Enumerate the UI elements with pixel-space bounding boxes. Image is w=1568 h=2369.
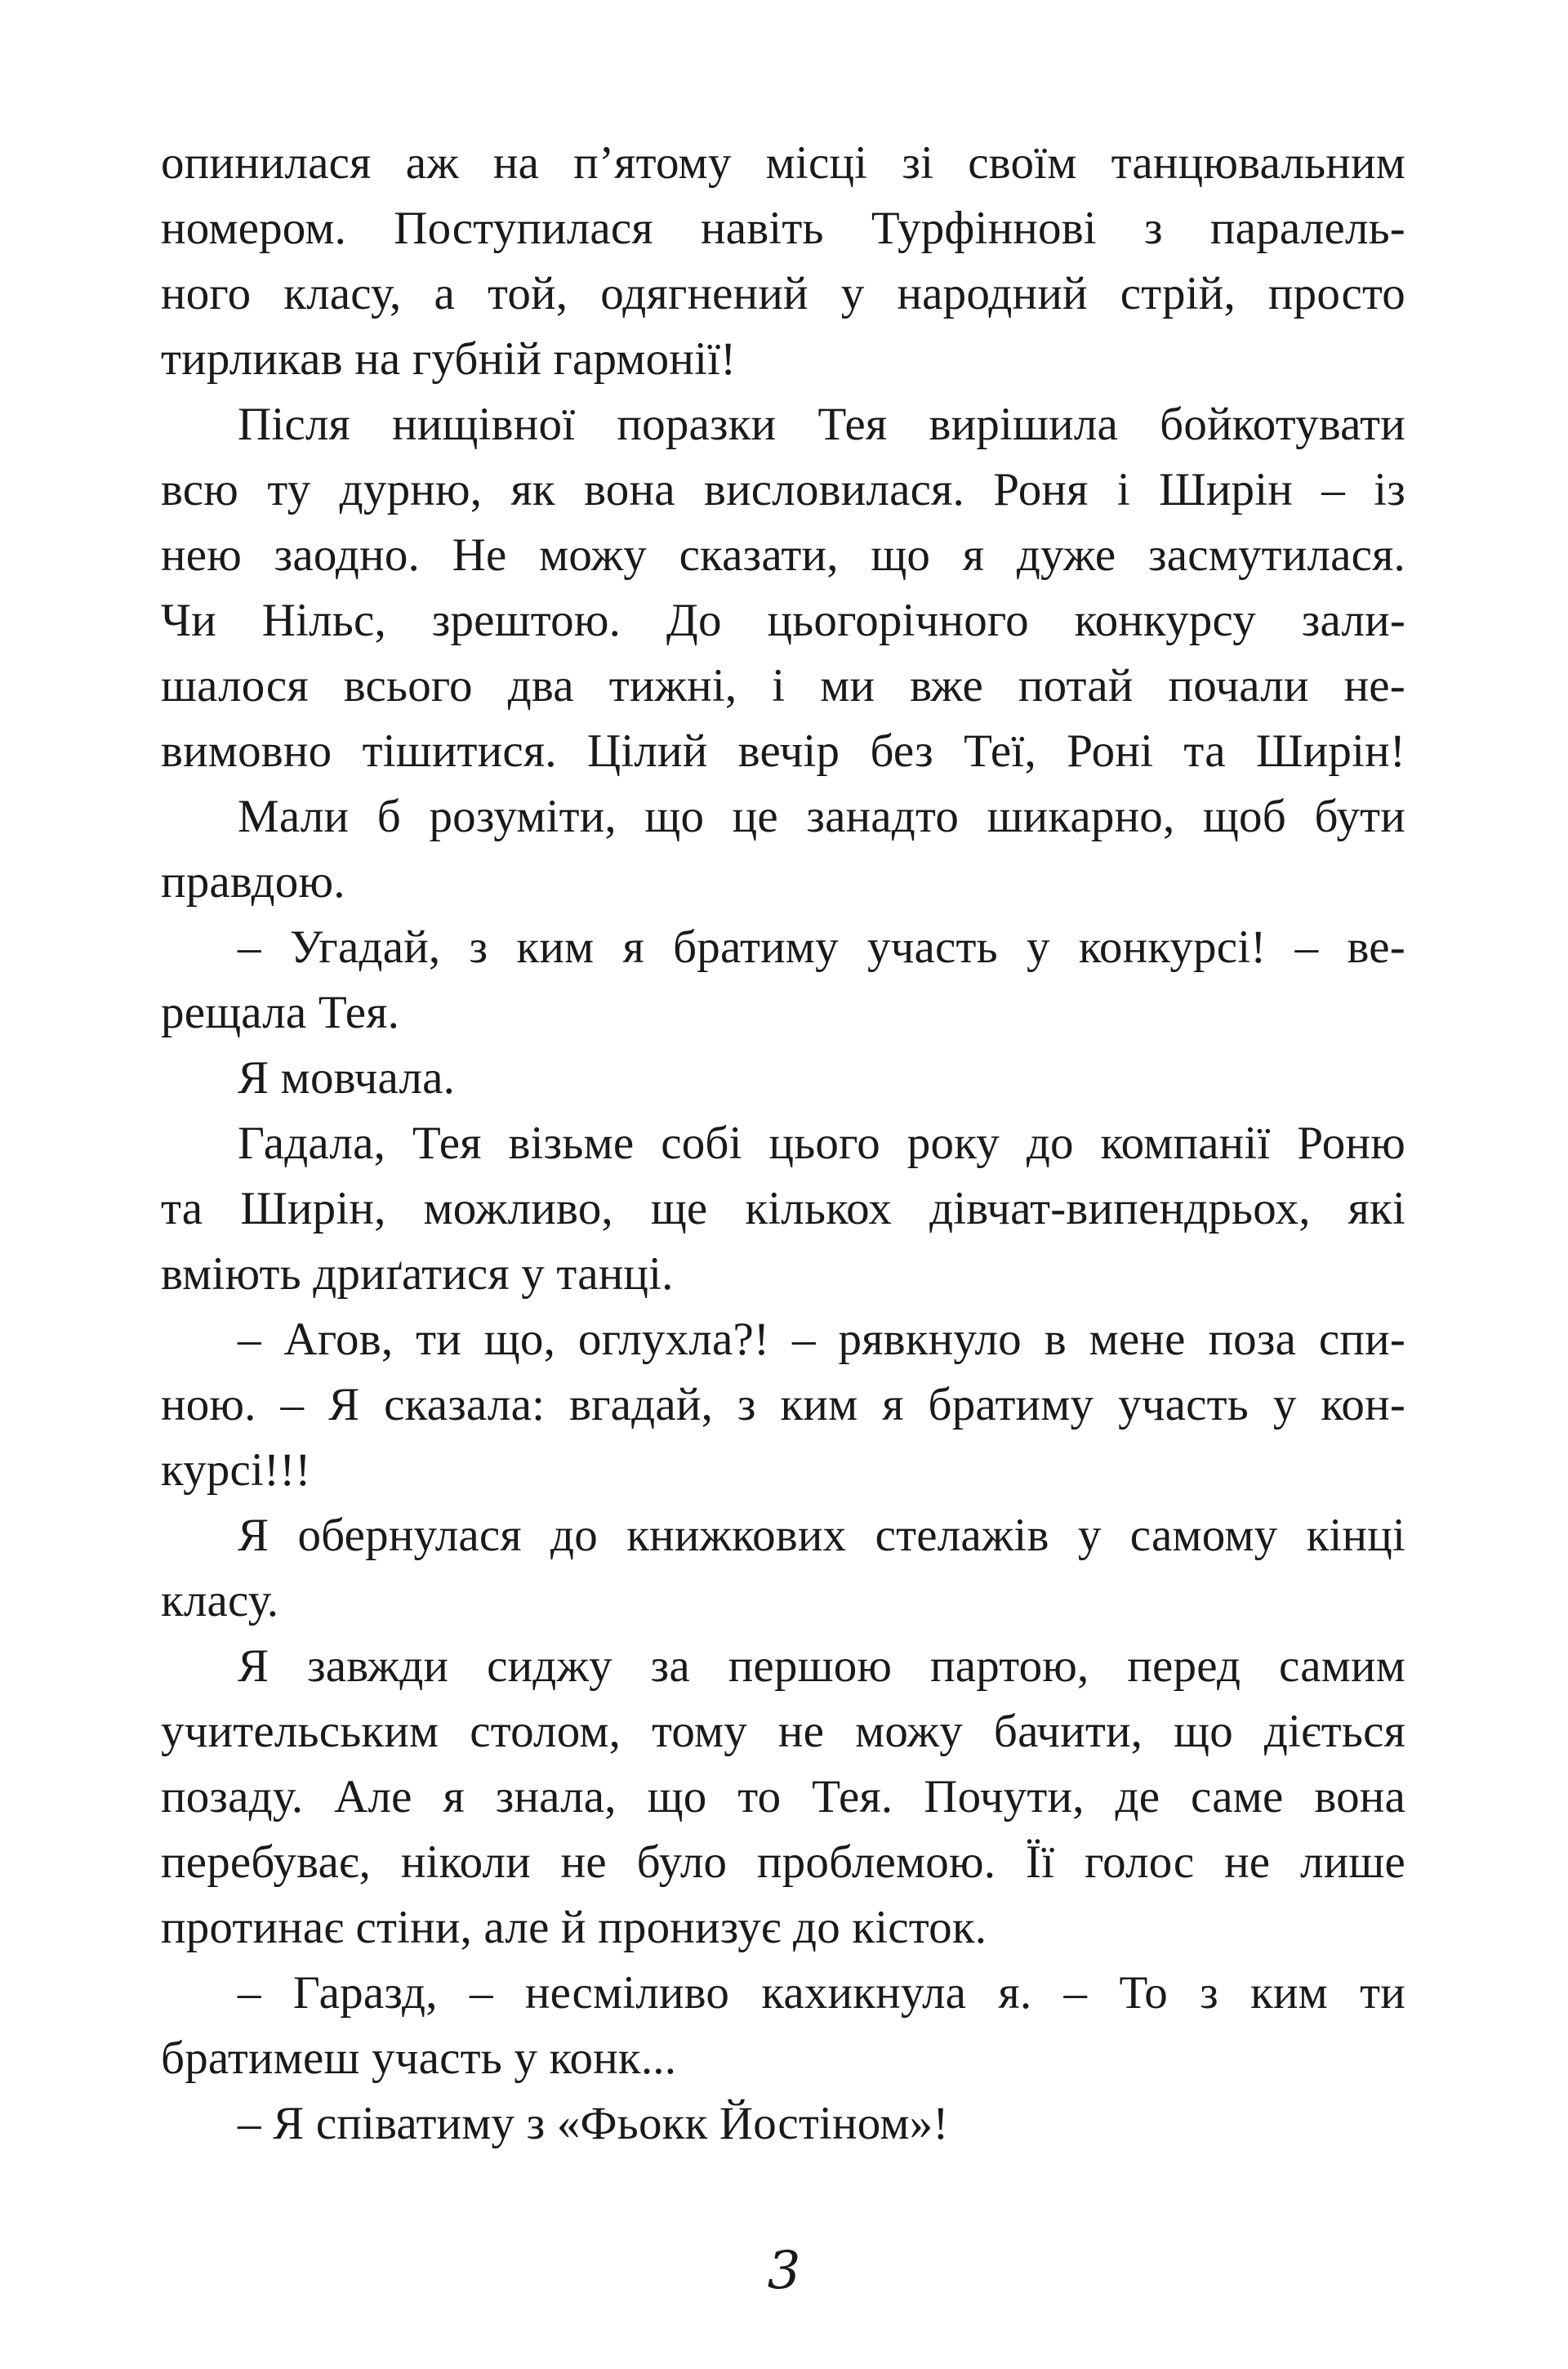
text-line: ною. – Я сказала: вгадай, з ким я братиму участь у кон-: [161, 1379, 1405, 1430]
text-line: Я обернулася до книжкових стелажів у самому кінці: [238, 1510, 1405, 1561]
text-line: курсі!!!: [161, 1444, 311, 1496]
text-line: та Ширін, можливо, ще кількох дівчат-випендрьох, які: [161, 1183, 1405, 1234]
text-line: нею заодно. Не можу сказати, що я дуже засмутилася.: [161, 529, 1405, 581]
text-line: Після нищівної поразки Тея вирішила бойкотувати: [238, 399, 1405, 450]
text-line: учительським столом, тому не можу бачити, що діється: [161, 1706, 1405, 1757]
text-line: опинилася аж на п’ятому місці зі своїм танцювальним: [161, 137, 1405, 189]
text-line: правдою.: [161, 856, 345, 908]
text-line: тирликав на губній гармонії!: [161, 333, 737, 385]
text-line: Я завжди сиджу за першою партою, перед самим: [238, 1640, 1405, 1692]
text-line: братимеш участь у конк...: [161, 2032, 677, 2084]
page-number: 3: [767, 2241, 801, 2301]
text-line: – Я співатиму з «Фьокк Йостіном»!: [238, 2098, 949, 2149]
text-line: – Гаразд, – несміливо кахикнула я. – То з ким ти: [238, 1967, 1405, 2019]
page-body: [161, 131, 1405, 2157]
text-line: перебуває, ніколи не було проблемою. Її голос не лише: [161, 1836, 1405, 1888]
text-line: рещала Тея.: [161, 987, 400, 1038]
text-line: Мали б розуміти, що це занадто шикарно, щоб бути: [238, 791, 1405, 842]
text-line: номером. Поступилася навіть Турфіннові з паралель-: [161, 203, 1405, 254]
text-line: Я мовчала.: [238, 1052, 456, 1104]
text-line: Гадала, Тея візьме собі цього року до компанії Роню: [238, 1118, 1405, 1169]
text-line: вміють дриґатися у танці.: [161, 1248, 674, 1300]
text-line: – Агов, ти що, оглухла?! – рявкнуло в мене поза спи-: [238, 1314, 1405, 1365]
text-line: ного класу, а той, одягнений у народний стрій, просто: [161, 268, 1405, 319]
text-line: шалося всього два тижні, і ми вже потай почали не-: [161, 660, 1405, 712]
text-line: – Угадай, з ким я братиму участь у конкурсі! – ве-: [238, 921, 1405, 973]
text-line: Чи Нільс, зрештою. До цьогорічного конкурсу зали-: [161, 595, 1405, 646]
text-line: класу.: [161, 1575, 279, 1626]
text-line: позаду. Але я знала, що то Тея. Почути, де саме вона: [161, 1771, 1405, 1822]
text-line: всю ту дурню, як вона висловилася. Роня і Ширін – із: [161, 464, 1405, 515]
text-line: вимовно тішитися. Цілий вечір без Теї, Роні та Ширін!: [161, 725, 1405, 777]
text-line: протинає стіни, але й пронизує до кісток.: [161, 1902, 987, 1953]
